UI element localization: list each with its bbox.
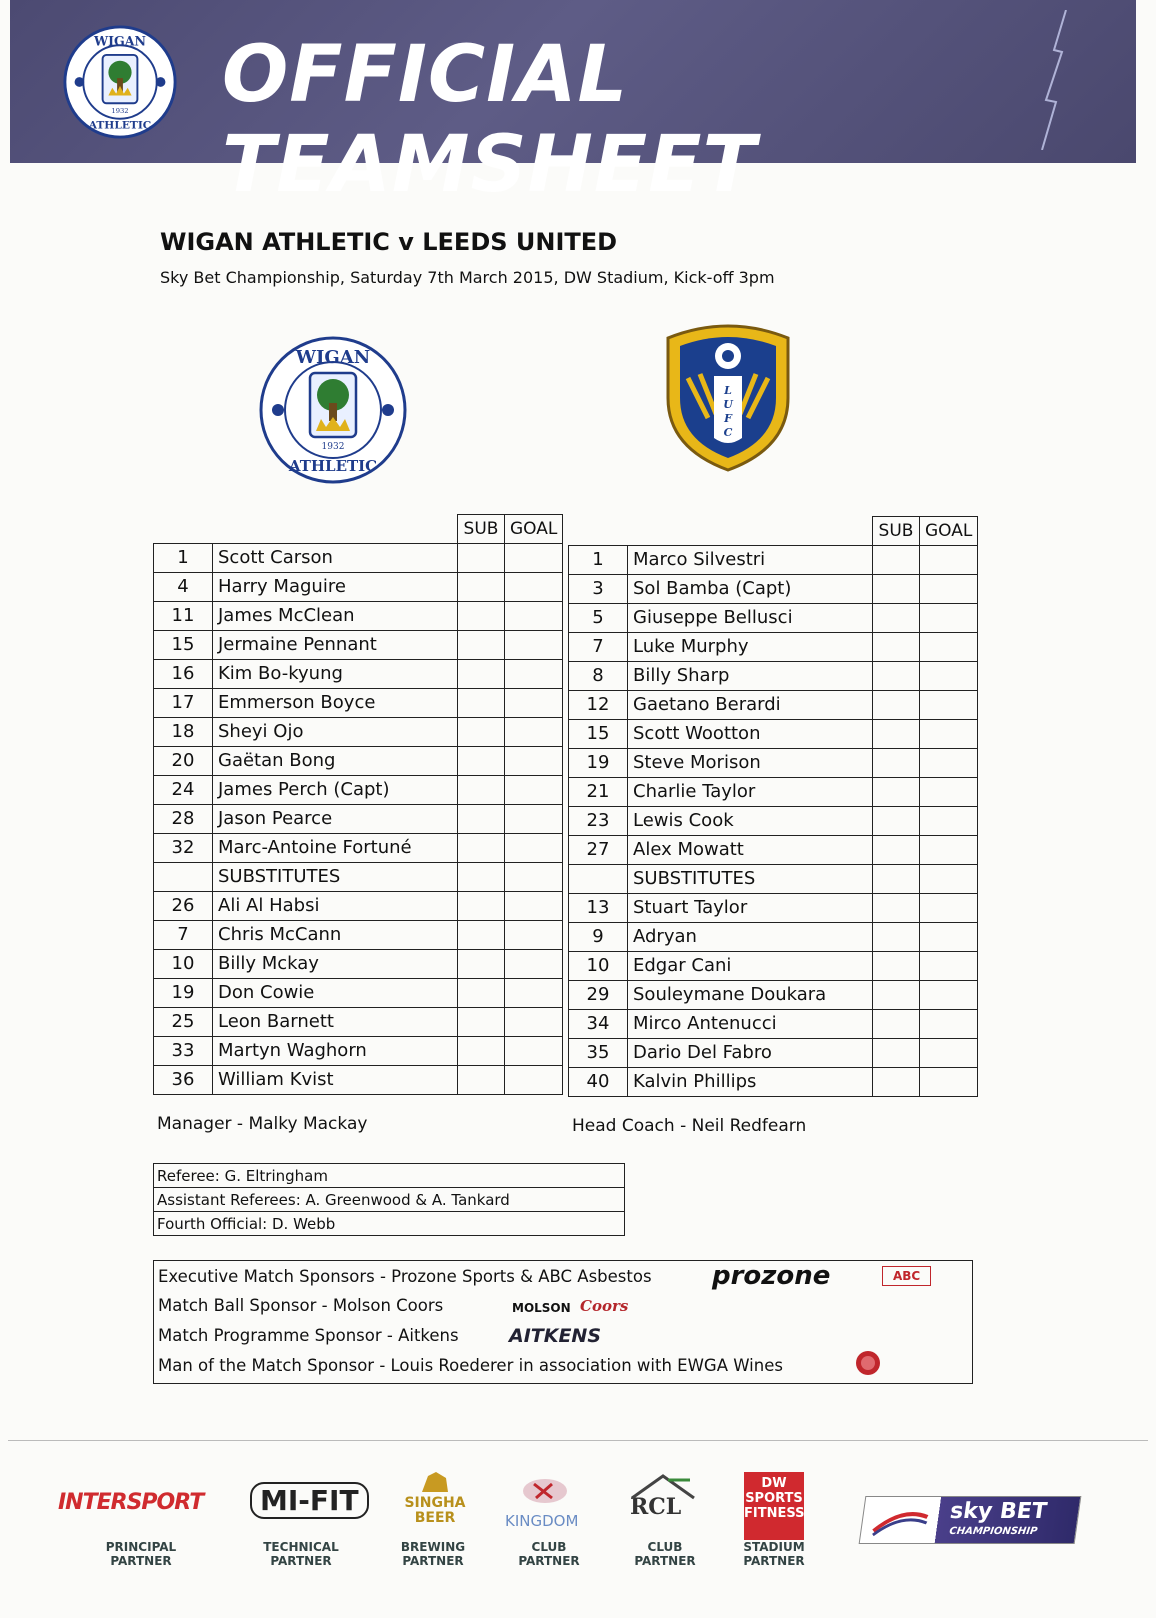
goal-cell: [920, 1009, 978, 1038]
player-number: 34: [569, 1009, 628, 1038]
sub-cell: [873, 603, 920, 632]
goal-cell: [920, 545, 978, 574]
sub-column-header: SUB: [873, 517, 920, 546]
player-name: Stuart Taylor: [628, 893, 873, 922]
rcl-logo: RCL: [630, 1494, 682, 1520]
coors-logo: Coors: [580, 1297, 629, 1315]
sub-cell: [458, 920, 505, 949]
svg-text:F: F: [724, 412, 732, 425]
dw-sports-logo: DW SPORTS FITNESS: [744, 1472, 804, 1540]
player-name: Luke Murphy: [628, 632, 873, 661]
partner-label: TECHNICAL PARTNER: [263, 1540, 339, 1568]
player-number: 11: [154, 601, 213, 630]
away-team-table: [568, 516, 978, 1097]
player-number: 33: [154, 1036, 213, 1065]
goal-cell: [920, 922, 978, 951]
table-row: [569, 922, 978, 951]
goal-cell: [920, 690, 978, 719]
table-row: [569, 748, 978, 777]
table-row: [569, 719, 978, 748]
player-name: Adryan: [628, 922, 873, 951]
table-row: [569, 661, 978, 690]
player-name: William Kvist: [213, 1065, 458, 1094]
goal-cell: [505, 891, 563, 920]
goal-cell: [505, 949, 563, 978]
table-row: [154, 688, 563, 717]
player-name: Kim Bo-kyung: [213, 659, 458, 688]
player-number: 3: [569, 574, 628, 603]
goal-cell: [505, 833, 563, 862]
sub-cell: [458, 862, 505, 891]
skybet-logo: [859, 1496, 1082, 1544]
sub-cell: [873, 632, 920, 661]
player-number: 8: [569, 661, 628, 690]
goal-cell: [505, 630, 563, 659]
player-name: Sheyi Ojo: [213, 717, 458, 746]
molson-logo: MOLSON: [512, 1301, 571, 1315]
prozone-logo: prozone: [712, 1261, 831, 1291]
sponsor-line: Man of the Match Sponsor - Louis Roederer in association with EWGA Wines: [158, 1356, 783, 1375]
singha-lion-icon: [418, 1470, 452, 1496]
player-name: Billy Mckay: [213, 949, 458, 978]
goal-cell: [505, 920, 563, 949]
player-number: [154, 862, 213, 891]
player-number: 26: [154, 891, 213, 920]
player-number: 27: [569, 835, 628, 864]
table-row: [569, 574, 978, 603]
sub-cell: [873, 893, 920, 922]
table-row: [569, 603, 978, 632]
goal-cell: [505, 601, 563, 630]
player-number: 29: [569, 980, 628, 1009]
player-number: 1: [569, 545, 628, 574]
sub-cell: [458, 949, 505, 978]
player-name: James McClean: [213, 601, 458, 630]
table-row: [569, 632, 978, 661]
player-name: SUBSTITUTES: [628, 864, 873, 893]
header-spacer: [628, 517, 873, 546]
sub-cell: [458, 688, 505, 717]
player-number: 7: [569, 632, 628, 661]
goal-cell: [505, 978, 563, 1007]
player-number: 15: [569, 719, 628, 748]
goal-cell: [920, 1067, 978, 1096]
sub-cell: [873, 1038, 920, 1067]
sub-cell: [873, 1009, 920, 1038]
table-row: [154, 1007, 563, 1036]
player-number: 19: [569, 748, 628, 777]
partner-label: CLUB PARTNER: [518, 1540, 580, 1568]
match-subtitle: Sky Bet Championship, Saturday 7th March 2015, DW Stadium, Kick-off 3pm: [160, 268, 775, 287]
player-number: 25: [154, 1007, 213, 1036]
goal-cell: [920, 951, 978, 980]
player-number: 21: [569, 777, 628, 806]
table-row: [569, 864, 978, 893]
sub-cell: [458, 1007, 505, 1036]
sub-cell: [873, 806, 920, 835]
table-row: [569, 545, 978, 574]
wigan-crest-icon: [62, 24, 178, 140]
goal-cell: [920, 632, 978, 661]
goal-cell: [505, 775, 563, 804]
player-name: Steve Morison: [628, 748, 873, 777]
player-number: 16: [154, 659, 213, 688]
goal-cell: [920, 835, 978, 864]
player-number: 9: [569, 922, 628, 951]
partner-label: PRINCIPAL PARTNER: [105, 1540, 177, 1568]
player-name: Jason Pearce: [213, 804, 458, 833]
goal-cell: [920, 661, 978, 690]
player-number: 18: [154, 717, 213, 746]
sub-cell: [458, 572, 505, 601]
kingdom-logo: KINGDOM: [505, 1512, 579, 1530]
home-team-table: [153, 514, 563, 1095]
table-row: [569, 980, 978, 1009]
player-name: SUBSTITUTES: [213, 862, 458, 891]
player-number: 15: [154, 630, 213, 659]
sponsor-line: Executive Match Sponsors - Prozone Sports & ABC Asbestos: [158, 1267, 652, 1286]
goal-cell: [505, 717, 563, 746]
table-row: [569, 1038, 978, 1067]
sub-cell: [873, 545, 920, 574]
skybet-brand: sky BET: [948, 1499, 1049, 1524]
goal-cell: [505, 543, 563, 572]
goal-cell: [920, 719, 978, 748]
table-row: [154, 717, 563, 746]
player-name: Mirco Antenucci: [628, 1009, 873, 1038]
player-number: 10: [154, 949, 213, 978]
column-header-row: [569, 517, 978, 546]
partner-label: BREWING PARTNER: [400, 1540, 466, 1568]
away-manager: Head Coach - Neil Redfearn: [572, 1116, 807, 1136]
player-name: Edgar Cani: [628, 951, 873, 980]
player-name: Martyn Waghorn: [213, 1036, 458, 1065]
sub-cell: [873, 1067, 920, 1096]
goal-cell: [505, 1007, 563, 1036]
sub-cell: [873, 748, 920, 777]
sub-cell: [458, 978, 505, 1007]
svg-text:1932: 1932: [321, 442, 345, 452]
sub-cell: [873, 922, 920, 951]
sub-cell: [458, 543, 505, 572]
table-row: [569, 1009, 978, 1038]
sub-cell: [873, 864, 920, 893]
kingdom-emblem-icon: [520, 1474, 570, 1508]
goal-column-header: GOAL: [920, 517, 978, 546]
sub-cell: [458, 891, 505, 920]
player-number: 10: [569, 951, 628, 980]
table-row: [154, 1065, 563, 1094]
header-spacer: [154, 515, 213, 544]
goal-cell: [505, 746, 563, 775]
sub-cell: [873, 777, 920, 806]
goal-cell: [920, 1038, 978, 1067]
sub-column-header: SUB: [458, 515, 505, 544]
svg-text:ATHLETIC: ATHLETIC: [288, 457, 378, 475]
player-name: Marc-Antoine Fortuné: [213, 833, 458, 862]
player-name: Chris McCann: [213, 920, 458, 949]
player-name: Lewis Cook: [628, 806, 873, 835]
goal-cell: [920, 864, 978, 893]
player-name: Gaetano Berardi: [628, 690, 873, 719]
sub-cell: [458, 1036, 505, 1065]
player-number: 12: [569, 690, 628, 719]
player-name: Gaëtan Bong: [213, 746, 458, 775]
sub-cell: [873, 835, 920, 864]
player-name: Alex Mowatt: [628, 835, 873, 864]
goal-cell: [505, 862, 563, 891]
sub-cell: [458, 630, 505, 659]
sub-cell: [873, 690, 920, 719]
player-name: Scott Wootton: [628, 719, 873, 748]
player-name: James Perch (Capt): [213, 775, 458, 804]
intersport-logo: INTERSPORT: [58, 1490, 204, 1515]
table-row: [569, 1067, 978, 1096]
sponsor-line: Match Programme Sponsor - Aitkens: [158, 1326, 459, 1345]
svg-text:WIGAN: WIGAN: [94, 33, 146, 49]
svg-text:1932: 1932: [111, 106, 129, 115]
player-number: 17: [154, 688, 213, 717]
referee: Referee: G. Eltringham: [154, 1164, 625, 1188]
table-row: [154, 920, 563, 949]
fourth-official: Fourth Official: D. Webb: [154, 1212, 625, 1236]
svg-text:C: C: [723, 426, 733, 439]
player-name: Sol Bamba (Capt): [628, 574, 873, 603]
player-name: Kalvin Phillips: [628, 1067, 873, 1096]
player-name: Marco Silvestri: [628, 545, 873, 574]
player-number: 24: [154, 775, 213, 804]
goal-cell: [920, 777, 978, 806]
goal-cell: [920, 893, 978, 922]
goal-column-header: GOAL: [505, 515, 563, 544]
goal-cell: [920, 603, 978, 632]
table-row: [569, 690, 978, 719]
sponsor-line: Match Ball Sponsor - Molson Coors: [158, 1296, 444, 1315]
home-manager: Manager - Malky Mackay: [157, 1114, 368, 1134]
player-name: Harry Maguire: [213, 572, 458, 601]
player-name: Billy Sharp: [628, 661, 873, 690]
singha-logo: SINGHA BEER: [404, 1495, 466, 1526]
table-row: [569, 777, 978, 806]
sub-cell: [458, 746, 505, 775]
table-row: [154, 572, 563, 601]
table-row: [154, 833, 563, 862]
rcl-roof-icon: [628, 1472, 698, 1500]
player-number: 5: [569, 603, 628, 632]
sub-cell: [458, 601, 505, 630]
goal-cell: [920, 748, 978, 777]
match-title: WIGAN ATHLETIC v LEEDS UNITED: [160, 228, 618, 256]
sub-cell: [873, 719, 920, 748]
player-name: Jermaine Pennant: [213, 630, 458, 659]
svg-text:WIGAN: WIGAN: [295, 347, 371, 368]
player-number: 4: [154, 572, 213, 601]
player-name: Giuseppe Bellusci: [628, 603, 873, 632]
table-row: [154, 630, 563, 659]
sub-cell: [458, 804, 505, 833]
skybet-sub: CHAMPIONSHIP: [948, 1526, 1039, 1537]
table-row: [154, 804, 563, 833]
goal-cell: [505, 1065, 563, 1094]
goal-cell: [920, 980, 978, 1009]
player-number: 36: [154, 1065, 213, 1094]
table-row: [154, 775, 563, 804]
trophy-swoosh-icon: [869, 1503, 932, 1537]
table-row: [154, 862, 563, 891]
player-name: Ali Al Habsi: [213, 891, 458, 920]
table-row: [154, 1036, 563, 1065]
player-number: 23: [569, 806, 628, 835]
goal-cell: [505, 688, 563, 717]
table-row: [154, 601, 563, 630]
player-name: Emmerson Boyce: [213, 688, 458, 717]
table-row: [154, 949, 563, 978]
player-name: Leon Barnett: [213, 1007, 458, 1036]
leeds-crest-icon: [658, 318, 798, 478]
sub-cell: [458, 775, 505, 804]
abc-logo: ABC: [882, 1266, 931, 1286]
player-number: 13: [569, 893, 628, 922]
roederer-seal-icon: [854, 1349, 882, 1377]
player-name: Scott Carson: [213, 543, 458, 572]
goal-cell: [920, 574, 978, 603]
svg-text:L: L: [724, 384, 732, 397]
table-row: [154, 978, 563, 1007]
player-number: 40: [569, 1067, 628, 1096]
player-number: 1: [154, 543, 213, 572]
player-name: Don Cowie: [213, 978, 458, 1007]
column-header-row: [154, 515, 563, 544]
sub-cell: [458, 833, 505, 862]
table-row: [569, 806, 978, 835]
sub-cell: [873, 951, 920, 980]
header-spacer: [569, 517, 628, 546]
sub-cell: [873, 661, 920, 690]
header-spacer: [213, 515, 458, 544]
officials-table: [153, 1163, 625, 1236]
table-row: [154, 746, 563, 775]
player-name: Dario Del Fabro: [628, 1038, 873, 1067]
player-number: 32: [154, 833, 213, 862]
table-row: [569, 893, 978, 922]
player-name: Charlie Taylor: [628, 777, 873, 806]
table-row: [569, 835, 978, 864]
page-title: OFFICIAL TEAMSHEET: [222, 30, 757, 210]
sponsors-box: [153, 1260, 973, 1384]
player-number: [569, 864, 628, 893]
mifit-logo: MI-FIT: [250, 1482, 369, 1519]
player-number: 7: [154, 920, 213, 949]
player-number: 28: [154, 804, 213, 833]
svg-text:U: U: [723, 398, 733, 411]
table-row: [154, 543, 563, 572]
goal-cell: [920, 806, 978, 835]
svg-text:ATHLETIC: ATHLETIC: [88, 118, 152, 132]
assistant-referees: Assistant Referees: A. Greenwood & A. Tankard: [154, 1188, 625, 1212]
table-row: [154, 659, 563, 688]
partner-label: CLUB PARTNER: [634, 1540, 696, 1568]
goal-cell: [505, 659, 563, 688]
aitkens-logo: AITKENS: [509, 1325, 602, 1347]
wigan-crest-icon: [258, 335, 408, 485]
sub-cell: [873, 574, 920, 603]
table-row: [569, 951, 978, 980]
sub-cell: [458, 717, 505, 746]
goal-cell: [505, 572, 563, 601]
goal-cell: [505, 804, 563, 833]
sub-cell: [458, 1065, 505, 1094]
sub-cell: [873, 980, 920, 1009]
player-number: 20: [154, 746, 213, 775]
player-number: 19: [154, 978, 213, 1007]
player-name: Souleymane Doukara: [628, 980, 873, 1009]
player-number: 35: [569, 1038, 628, 1067]
goal-cell: [505, 1036, 563, 1065]
partner-label: STADIUM PARTNER: [743, 1540, 805, 1568]
table-row: [154, 891, 563, 920]
sub-cell: [458, 659, 505, 688]
